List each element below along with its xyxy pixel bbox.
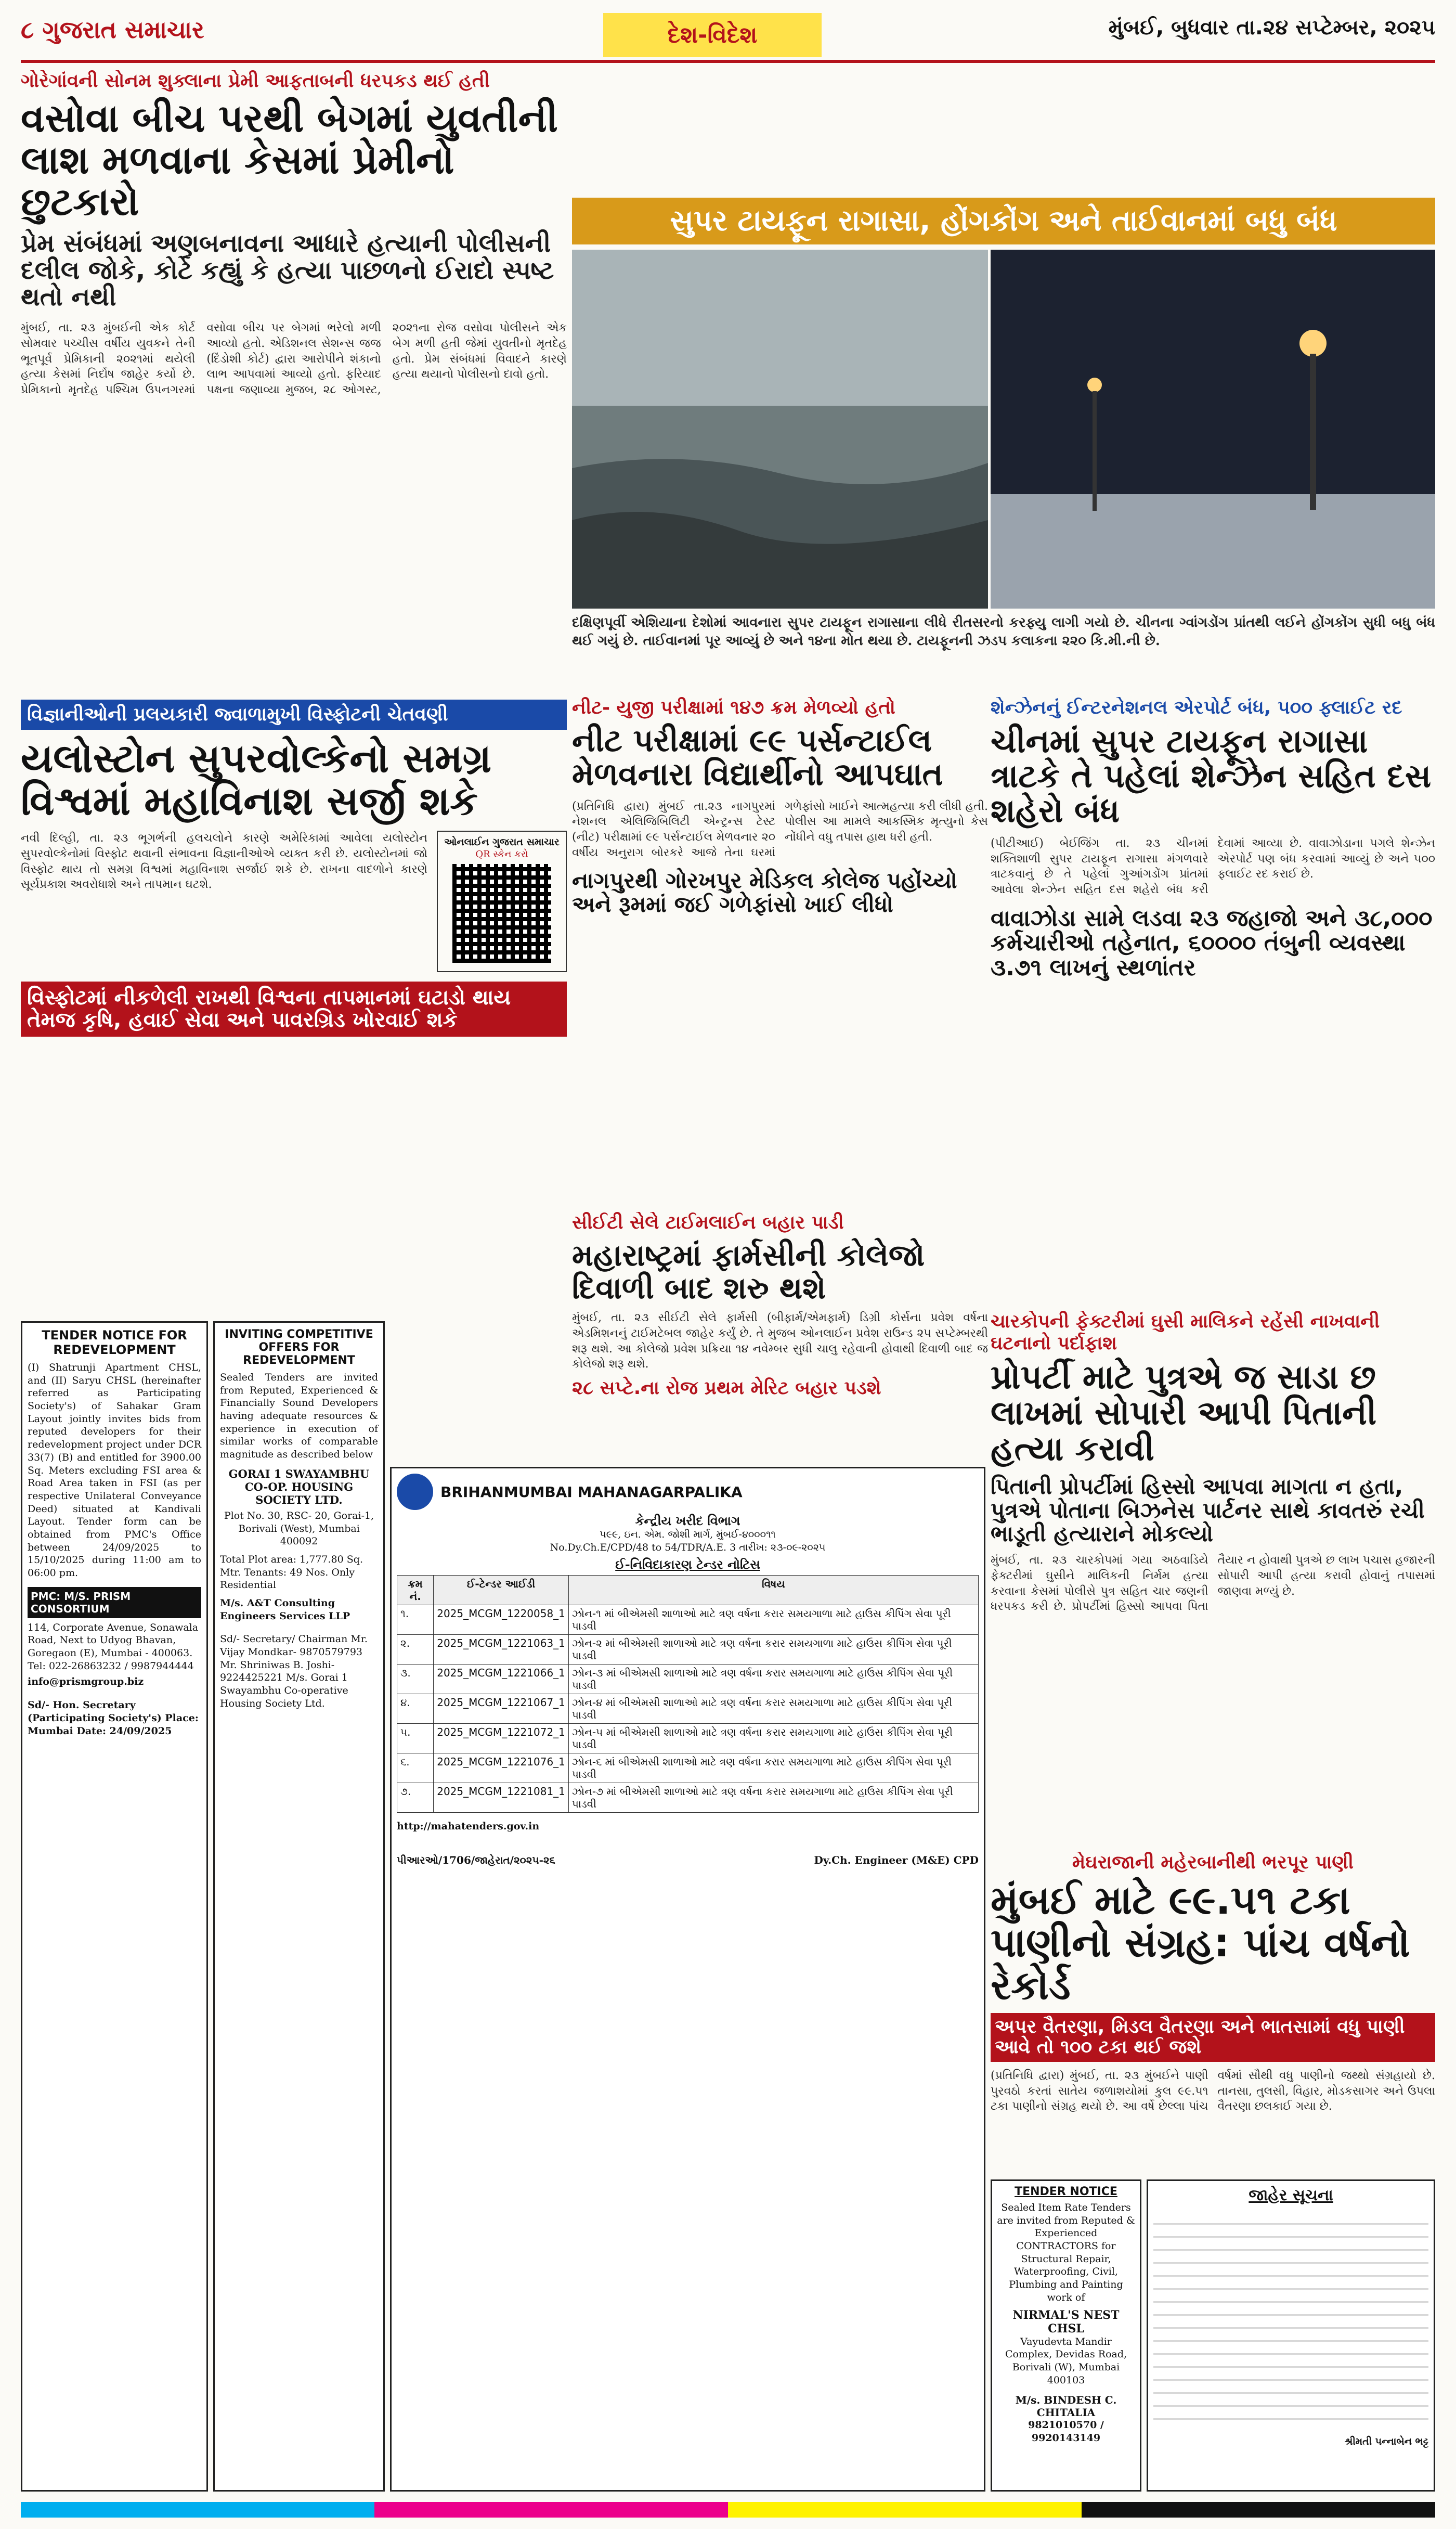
color-registration-strip <box>21 2502 1435 2518</box>
qr-sub: QR સ્કેન કરો <box>475 848 528 860</box>
cell: ૬. <box>397 1753 434 1783</box>
tender-right-address: Vayudevta Mandir Complex, Devidas Road, Borivali (W), Mumbai 400103 <box>1005 2336 1127 2386</box>
pharmacy-kicker: સીઈટી સેલે ટાઈમલાઈન બહાર પાડી <box>572 1212 844 1233</box>
bmc-ref: No.Dy.Ch.E/CPD/48 to 54/TDR/A.E. 3 તારીખ: ૨૩-૦૯-૨૦૨૫ <box>550 1541 826 1553</box>
tender-left-pmc: PMC: M/S. PRISM CONSORTIUM <box>28 1587 201 1618</box>
tender-right-society: NIRMAL'S NEST CHSL <box>1012 2308 1120 2336</box>
tender-right-phone: 9821010570 / 9920143149 <box>1028 2419 1104 2444</box>
neet-subhead: નાગપુરથી ગોરખપુર મેડિકલ કોલેજ પહોંચ્યો અને રૂમમાં જઈ ગળેફાંસો ખાઈ લીધો <box>572 868 957 917</box>
yellow-swatch <box>728 2502 1082 2518</box>
qr-code-icon[interactable] <box>452 864 551 963</box>
water-story <box>991 1852 1435 2174</box>
cell: ઝોન-૨ માં બીએમસી શાળાઓ માટે ત્રણ વર્ષના કરાર સમયગાળા માટે હાઉસ કીપિંગ સેવા પૂરી પાડવી <box>568 1635 978 1665</box>
tender-left-box <box>21 1321 208 2492</box>
bmc-notice-title: ઈ-નિવિદાકારણ ટેન્ડર નોટિસ <box>615 1557 760 1572</box>
bmc-header-id: ઈ-ટેન્ડર આઈડી <box>434 1576 569 1605</box>
section-tag: દેશ-વિદેશ <box>603 13 822 57</box>
yellowstone-headline: યલોસ્ટોન સુપરવોલ્કેનો સમગ્ર વિશ્વમાં મહાવિનાશ સર્જી શકે <box>21 735 492 824</box>
table-row <box>397 1783 979 1813</box>
tender-right-consultant: M/s. BINDESH C. CHITALIA <box>1015 2394 1117 2419</box>
bmc-org: BRIHANMUMBAI MAHANAGARPALIKA <box>440 1483 743 1501</box>
typhoon-banner-text: સુપર ટાયફૂન રાગાસા, હોંગકોંગ અને તાઈવાનમાં બધુ બંધ <box>670 204 1337 238</box>
public-notice-title: જાહેર સૂચના <box>1249 2186 1333 2204</box>
table-row <box>397 1753 979 1783</box>
qr-box <box>437 831 567 972</box>
bmc-header-no: ક્રમ નં. <box>397 1576 434 1605</box>
bmc-logo-icon <box>397 1474 433 1510</box>
paper-name: ૮ ગુજરાત સમાચાર <box>21 16 204 44</box>
public-notice-box <box>1147 2179 1435 2492</box>
shenzhen-subhead: વાવાઝોડા સામે લડવા ૨૩ જહાજો અને ૩૮,૦૦૦ કર્મચારીઓ તહેનાત, ૬૦૦૦૦ તંબુની વ્યવસ્થા ૩.૭૧ લાખનું સ્થળાંતર <box>991 905 1433 981</box>
tender-left-email[interactable]: info@prismgroup.biz <box>28 1676 144 1688</box>
shenzhen-headline: ચીનમાં સુપર ટાયફૂન રાગાસા ત્રાટકે તે પહેલાં શેન્ઝેન સહિત દસ શહેરો બંધ <box>991 722 1432 830</box>
water-subhead: અપર વૈતરણા, મિડલ વૈતરણા અને ભાતસામાં વધુ પાણી આવે તો ૧૦૦ ટકા થઈ જશે <box>991 2013 1435 2062</box>
cell: ૨. <box>397 1635 434 1665</box>
cell: 2025_MCGM_1220058_1 <box>434 1605 569 1635</box>
public-notice-text-lines <box>1153 2212 1428 2430</box>
cell: ૧. <box>397 1605 434 1635</box>
yellowstone-body: નવી દિલ્હી, તા. ૨૩ ભૂગર્ભની હલચલોને કારણે અમેરિકામાં આવેલા યલોસ્ટોન સુપરવોલ્કેનોમાં વિસ્ફોટ થવાની સંભાવના વિજ્ઞાનીઓએ વ્યક્ત કરી છે. યલોસ્ટોનમાં જો વિસ્ફોટ થાય તો સમગ્ર વિશ્વમાં મહાવિનાશ સર્જાઈ શકે છે. રાખના વાદળોને કારણે સૂર્યપ્રકાશ અવરોધાશે અને તાપમાન ઘટશે. <box>21 832 427 892</box>
charkop-headline: પ્રોપર્ટી માટે પુત્રએ જ સાડા છ લાખમાં સોપારી આપી પિતાની હત્યા કરાવી <box>991 1358 1377 1469</box>
masthead-rule <box>21 60 1435 63</box>
water-headline: મુંબઈ માટે ૯૯.૫૧ ટકા પાણીનો સંગ્રહ: પાંચ વર્ષનો રેકોર્ડ <box>991 1877 1410 2009</box>
table-row <box>397 1605 979 1635</box>
vasova-body: મુંબઈ, તા. ૨૩ મુંબઈની એક કોર્ટ સોમવાર પચ્ચીસ વર્ષીય યુવકને તેની ભૂતપૂર્વ પ્રેમિકાની ૨૦૨૧માં થયેલી હત્યા કેસમાં નિર્દોષ જાહેર કર્યો છે. પ્રેમિકાનો મૃતદેહ પશ્ચિમ ઉપનગરમાં વસોવા બીચ પર બેગમાં ભરેલો મળી આવ્યો હતો. એડિશનલ સેશન્સ જજ (દિંડોશી કોર્ટ) દ્વારા આરોપીને શંકાનો લાભ આપવામાં આવ્યો હતો. ફરિયાદ પક્ષના જણાવ્યા મુજબ, ૨૮ ઓગસ્ટ, ૨૦૨૧ના રોજ વસોવા પોલીસને એક બેગ મળી હતી જેમાં યુવતીનો મૃતદેહ હતો. પ્રેમ સંબંધમાં વિવાદને કારણે હત્યા થયાનો પોલીસનો દાવો હતો. <box>21 321 567 396</box>
tender-left-title: TENDER NOTICE FOR REDEVELOPMENT <box>42 1328 187 1357</box>
dateline: મુંબઈ, બુધવાર તા.૨૪ સપ્ટેમ્બર, ૨૦૨૫ <box>1108 16 1435 40</box>
night-street-illustration <box>991 250 1435 609</box>
cell: 2025_MCGM_1221067_1 <box>434 1694 569 1724</box>
bmc-notice <box>390 1467 985 2492</box>
black-swatch <box>1082 2502 1435 2518</box>
tender-middle-sign: Sd/- Secretary/ Chairman Mr. Vijay Mondkar- 9870579793 Mr. Shriniwas B. Joshi- 9224425221 M/s. Gorai 1 Swayambhu Co-operative Housing Society Ltd. <box>220 1633 368 1709</box>
tender-right-intro: Sealed Item Rate Tenders are invited from Reputed & Experienced CONTRACTORS for Structural Repair, Waterproofing, Civil, Plumbing and Painting work of <box>997 2202 1135 2303</box>
cell: 2025_MCGM_1221081_1 <box>434 1783 569 1813</box>
table-row <box>397 1724 979 1753</box>
tender-middle-society: GORAI 1 SWAYAMBHU CO-OP. HOUSING SOCIETY LTD. <box>228 1467 370 1506</box>
vasova-story <box>21 70 567 694</box>
neet-kicker: નીટ- યુજી પરીક્ષામાં ૧૪૭ ક્રમ મેળવ્યો હતો <box>572 697 895 718</box>
bmc-dept: કેન્દ્રીય ખરીદ વિભાગ <box>635 1513 740 1528</box>
table-row <box>397 1694 979 1724</box>
tender-left-sign: Sd/- Hon. Secretary (Participating Society's) Place: Mumbai Date: 24/09/2025 <box>28 1699 199 1737</box>
typhoon-banner <box>572 198 1435 244</box>
typhoon-photo-1 <box>572 250 988 609</box>
pharmacy-headline: મહારાષ્ટ્રમાં ફાર્મસીની કોલેજો દિવાળી બાદ શરુ થશે <box>572 1237 925 1306</box>
waves-illustration <box>572 250 988 609</box>
neet-story <box>572 697 988 1217</box>
pharmacy-story <box>572 1212 988 1462</box>
cell: ઝોન-૪ માં બીએમસી શાળાઓ માટે ત્રણ વર્ષના કરાર સમયગાળા માટે હાઉસ કીપિંગ સેવા પૂરી પાડવી <box>568 1694 978 1724</box>
yellowstone-subhead: વિસ્ફોટમાં નીકળેલી રાખથી વિશ્વના તાપમાનમાં ઘટાડો થાય તેમજ કૃષિ, હવાઈ સેવા અને પાવરગ્રિડ ખોરવાઈ શકે <box>21 982 567 1037</box>
table-row <box>397 1665 979 1694</box>
bmc-header-subject: વિષય <box>568 1576 978 1605</box>
charkop-kicker: ચારકોપની ફેક્ટરીમાં ઘુસી માલિકને રહેંસી નાખવાની ઘટનાનો પર્દાફાશ <box>991 1311 1380 1354</box>
yellowstone-story <box>21 700 567 1313</box>
cyan-swatch <box>21 2502 374 2518</box>
qr-label: ઓનલાઈન ગુજરાત સમાચાર <box>444 836 560 848</box>
cell: ઝોન-૫ માં બીએમસી શાળાઓ માટે ત્રણ વર્ષના કરાર સમયગાળા માટે હાઉસ કીપિંગ સેવા પૂરી પાડવી <box>568 1724 978 1753</box>
cell: 2025_MCGM_1221066_1 <box>434 1665 569 1694</box>
magenta-swatch <box>374 2502 728 2518</box>
bmc-website[interactable]: http://mahatenders.gov.in <box>397 1821 540 1833</box>
pharmacy-subhead: ૨૮ સપ્ટે.ના રોજ પ્રથમ મેરિટ બહાર પડશે <box>572 1377 881 1399</box>
vasova-subhead: પ્રેમ સંબંધમાં અણબનાવના આધારે હત્યાની પોલીસની દલીલ જોકે, કોર્ટે કહ્યું કે હત્યા પાછળનો ઈરાદો સ્પષ્ટ થતો નથી <box>21 228 554 312</box>
yellowstone-kicker: વિજ્ઞાનીઓની પ્રલયકારી જ્વાળામુખી વિસ્ફોટની ચેતવણી <box>21 700 567 730</box>
tender-middle-intro: Sealed Tenders are invited from Reputed, Experienced & Financially Sound Developers having adequate resources & experience in execution of similar works of comparable magnitude as described below <box>220 1372 378 1461</box>
cell: ઝોન-૬ માં બીએમસી શાળાઓ માટે ત્રણ વર્ષના કરાર સમયગાળા માટે હાઉસ કીપિંગ સેવા પૂરી પાડવી <box>568 1753 978 1783</box>
tender-left-pmc-address: 114, Corporate Avenue, Sonawala Road, Next to Udyog Bhavan, Goregaon (E), Mumbai - 400063. Tel: 022-26863232 / 9987944444 <box>28 1621 199 1672</box>
cell: ઝોન-૭ માં બીએમસી શાળાઓ માટે ત્રણ વર્ષના કરાર સમયગાળા માટે હાઉસ કીપિંગ સેવા પૂરી પાડવી <box>568 1783 978 1813</box>
tender-middle-features: Total Plot area: 1,777.80 Sq. Mtr. Tenants: 49 Nos. Only Residential <box>220 1553 363 1591</box>
bmc-table <box>397 1575 979 1813</box>
water-kicker: મેઘરાજાની મહેરબાનીથી ભરપૂર પાણી <box>1072 1852 1354 1873</box>
tender-right-box <box>991 2179 1141 2492</box>
cell: 2025_MCGM_1221076_1 <box>434 1753 569 1783</box>
cell: 2025_MCGM_1221063_1 <box>434 1635 569 1665</box>
typhoon-photo-2 <box>991 250 1435 609</box>
cell: 2025_MCGM_1221072_1 <box>434 1724 569 1753</box>
shenzhen-story <box>991 697 1435 1306</box>
tender-middle-title: INVITING COMPETITIVE OFFERS FOR REDEVELOPMENT <box>225 1328 373 1367</box>
table-row <box>397 1635 979 1665</box>
bmc-pro: પીઆરઓ/1706/જાહેરાત/૨૦૨૫-૨૬ <box>397 1854 555 1867</box>
vasova-kicker: ગોરેગાંવની સોનમ શુક્લાના પ્રેમી આફતાબની ધરપકડ થઈ હતી <box>21 70 490 92</box>
shenzhen-kicker: શેન્ઝેનનું ઈન્ટરનેશનલ એરપોર્ટ બંધ, ૫૦૦ ફ્લાઈટ રદ <box>991 697 1402 718</box>
tender-middle-address: Plot No. 30, RSC- 20, Gorai-1, Borivali (West), Mumbai 400092 <box>224 1509 374 1547</box>
neet-body: (પ્રતિનિધિ દ્વારા) મુંબઈ તા.૨૩ નાગપુરમાં નેશનલ એલિજિબિલિટી એન્ટ્રન્સ ટેસ્ટ (નીટ) પરીક્ષામાં ૯૯ પર્સન્ટાઈલ મેળવનાર ૨૦ વર્ષીય અનુરાગ બોરકરે આજે તેના ઘરમાં ગળેફાંસો ખાઈને આત્મહત્યા કરી લીધી હતી. પોલીસ આ મામલે આકસ્મિક મૃત્યુનો કેસ નોંધીને વધુ તપાસ હાથ ધરી હતી. <box>572 799 988 859</box>
tender-left-body: (I) Shatrunji Apartment CHSL, and (II) Saryu CHSL (hereinafter referred as Participating Society's) of Sahakar Gram Layout jointly invites bids from reputed developers for their redevelopment project under DCR 33(7) (B) and entitled for 3900.00 Sq. Meters excluding FSI area & Road Area taken in FSI (as per respective Unilateral Conveyance Deed) situated at Kandivali Layout. Tender form can be obtained from PMC's Office between 24/09/2025 to 15/10/2025 during 11:00 am to 06:00 pm. <box>28 1362 201 1579</box>
typhoon-caption: દક્ષિણપૂર્વી એશિયાના દેશોમાં આવનારા સુપર ટાયફૂન રાગાસાના લીધે રીતસરનો કરફ્યુ લાગી ગયો છે. ચીનના ગ્વાંગડોંગ પ્રાંતથી લઈને હોંગકોંગ સુધી બધુ બંધ થઈ ગયું છે. તાઈવાનમાં પૂર આવ્યું છે અને ૧૪ના મોત થયા છે. ટાયફૂનની ઝડપ કલાકના ૨૨૦ કિ.મી.ની છે. <box>572 615 1435 649</box>
charkop-story <box>991 1311 1435 1841</box>
bmc-sign: Dy.Ch. Engineer (M&E) CPD <box>814 1854 979 1867</box>
cell: ૪. <box>397 1694 434 1724</box>
cell: ૩. <box>397 1665 434 1694</box>
public-notice-sign: શ્રીમતી પન્નાબેન ભટ્ટ <box>1344 2436 1428 2447</box>
tender-right-title: TENDER NOTICE <box>1015 2185 1117 2198</box>
charkop-body: મુંબઈ, તા. ૨૩ ચારકોપમાં ગયા અઠવાડિયે ફેક્ટરીમાં ઘુસીને માલિકની નિર્મમ હત્યા કરવાના કેસમાં પોલીસે પુત્ર સહિત ચાર જણની ધરપકડ કરી છે. પ્રોપર્ટીમાં હિસ્સો આપવા પિતા તૈયાર ન હોવાથી પુત્રએ છ લાખ પચાસ હજારની સોપારી આપી હત્યા કરાવી હોવાનું તપાસમાં જાણવા મળ્યું છે. <box>991 1554 1435 1614</box>
water-body: (પ્રતિનિધિ દ્વારા) મુંબઈ, તા. ૨૩ મુંબઈને પાણી પુરવઠો કરતાં સાતેય જળાશયોમાં કુલ ૯૯.૫૧ ટકા પાણીનો સંગ્રહ થયો છે. આ વર્ષે છેલ્લા પાંચ વર્ષમાં સૌથી વધુ પાણીનો જથ્થો સંગ્રહાયો છે. તાનસા, તુલસી, વિહાર, મોડકસાગર અને ઉપલા વૈતરણા છલકાઈ ગયા છે. <box>991 2069 1435 2113</box>
tender-middle-pmc: M/s. A&T Consulting Engineers Services LLP <box>220 1597 350 1622</box>
neet-headline: નીટ પરીક્ષામાં ૯૯ પર્સન્ટાઈલ મેળવનારા વિદ્યાર્થીનો આપઘાત <box>572 722 943 793</box>
cell: ૭. <box>397 1783 434 1813</box>
cell: ઝોન-૩ માં બીએમસી શાળાઓ માટે ત્રણ વર્ષના કરાર સમયગાળા માટે હાઉસ કીપિંગ સેવા પૂરી પાડવી <box>568 1665 978 1694</box>
cell: ઝોન-૧ માં બીએમસી શાળાઓ માટે ત્રણ વર્ષના કરાર સમયગાળા માટે હાઉસ કીપિંગ સેવા પૂરી પાડવી <box>568 1605 978 1635</box>
charkop-subhead: પિતાની પ્રોપર્ટીમાં હિસ્સો આપવા માગતા ન હતા, પુત્રએ પોતાના બિઝનેસ પાર્ટનર સાથે કાવતરું રચી ભાડૂતી હત્યારાને મોકલ્યો <box>991 1474 1425 1547</box>
pharmacy-body: મુંબઈ, તા. ૨૩ સીઈટી સેલે ફાર્મસી (બીફાર્મ/એમફાર્મ) ડિગ્રી કોર્સના પ્રવેશ વર્ષના એડમિશનનું ટાઈમટેબલ જાહેર કર્યું છે. તે મુજબ ઓનલાઈન પ્રવેશ રાઉન્ડ ૨૫ સપ્ટેમ્બરથી શરૂ થશે. આ કોલેજો પ્રવેશ પ્રક્રિયા ૧૪ નવેમ્બર સુધી ચાલુ રહેવાની હોવાથી દિવાળી બાદ જ કોલેજો શરૂ થશે. <box>572 1311 988 1371</box>
bmc-address: ૫૯૯, ઇન. એમ. જોશી માર્ગ, મુંબઈ-૪૦૦૦૧૧ <box>600 1529 776 1540</box>
vasova-headline: વસોવા બીચ પરથી બેગમાં યુવતીની લાશ મળવાના કેસમાં પ્રેમીનો છુટકારો <box>21 96 558 224</box>
shenzhen-body: (પીટીઆઈ) બેઈજિંગ તા. ૨૩ ચીનમાં શક્તિશાળી સુપર ટાયફૂન રાગાસા મંગળવારે ત્રાટકવાનું છે તે પહેલાં ગુઆંગડોંગ પ્રાંતમાં આવેલા શેન્ઝેન સહિત દસ શહેરો બંધ કરી દેવામાં આવ્યા છે. વાવાઝોડાના પગલે શેન્ઝેન એરપોર્ટ પણ બંધ કરવામાં આવ્યું છે અને ૫૦૦ ફ્લાઈટ રદ કરાઈ છે. <box>991 836 1435 896</box>
cell: ૫. <box>397 1724 434 1753</box>
tender-middle-box <box>213 1321 385 2492</box>
